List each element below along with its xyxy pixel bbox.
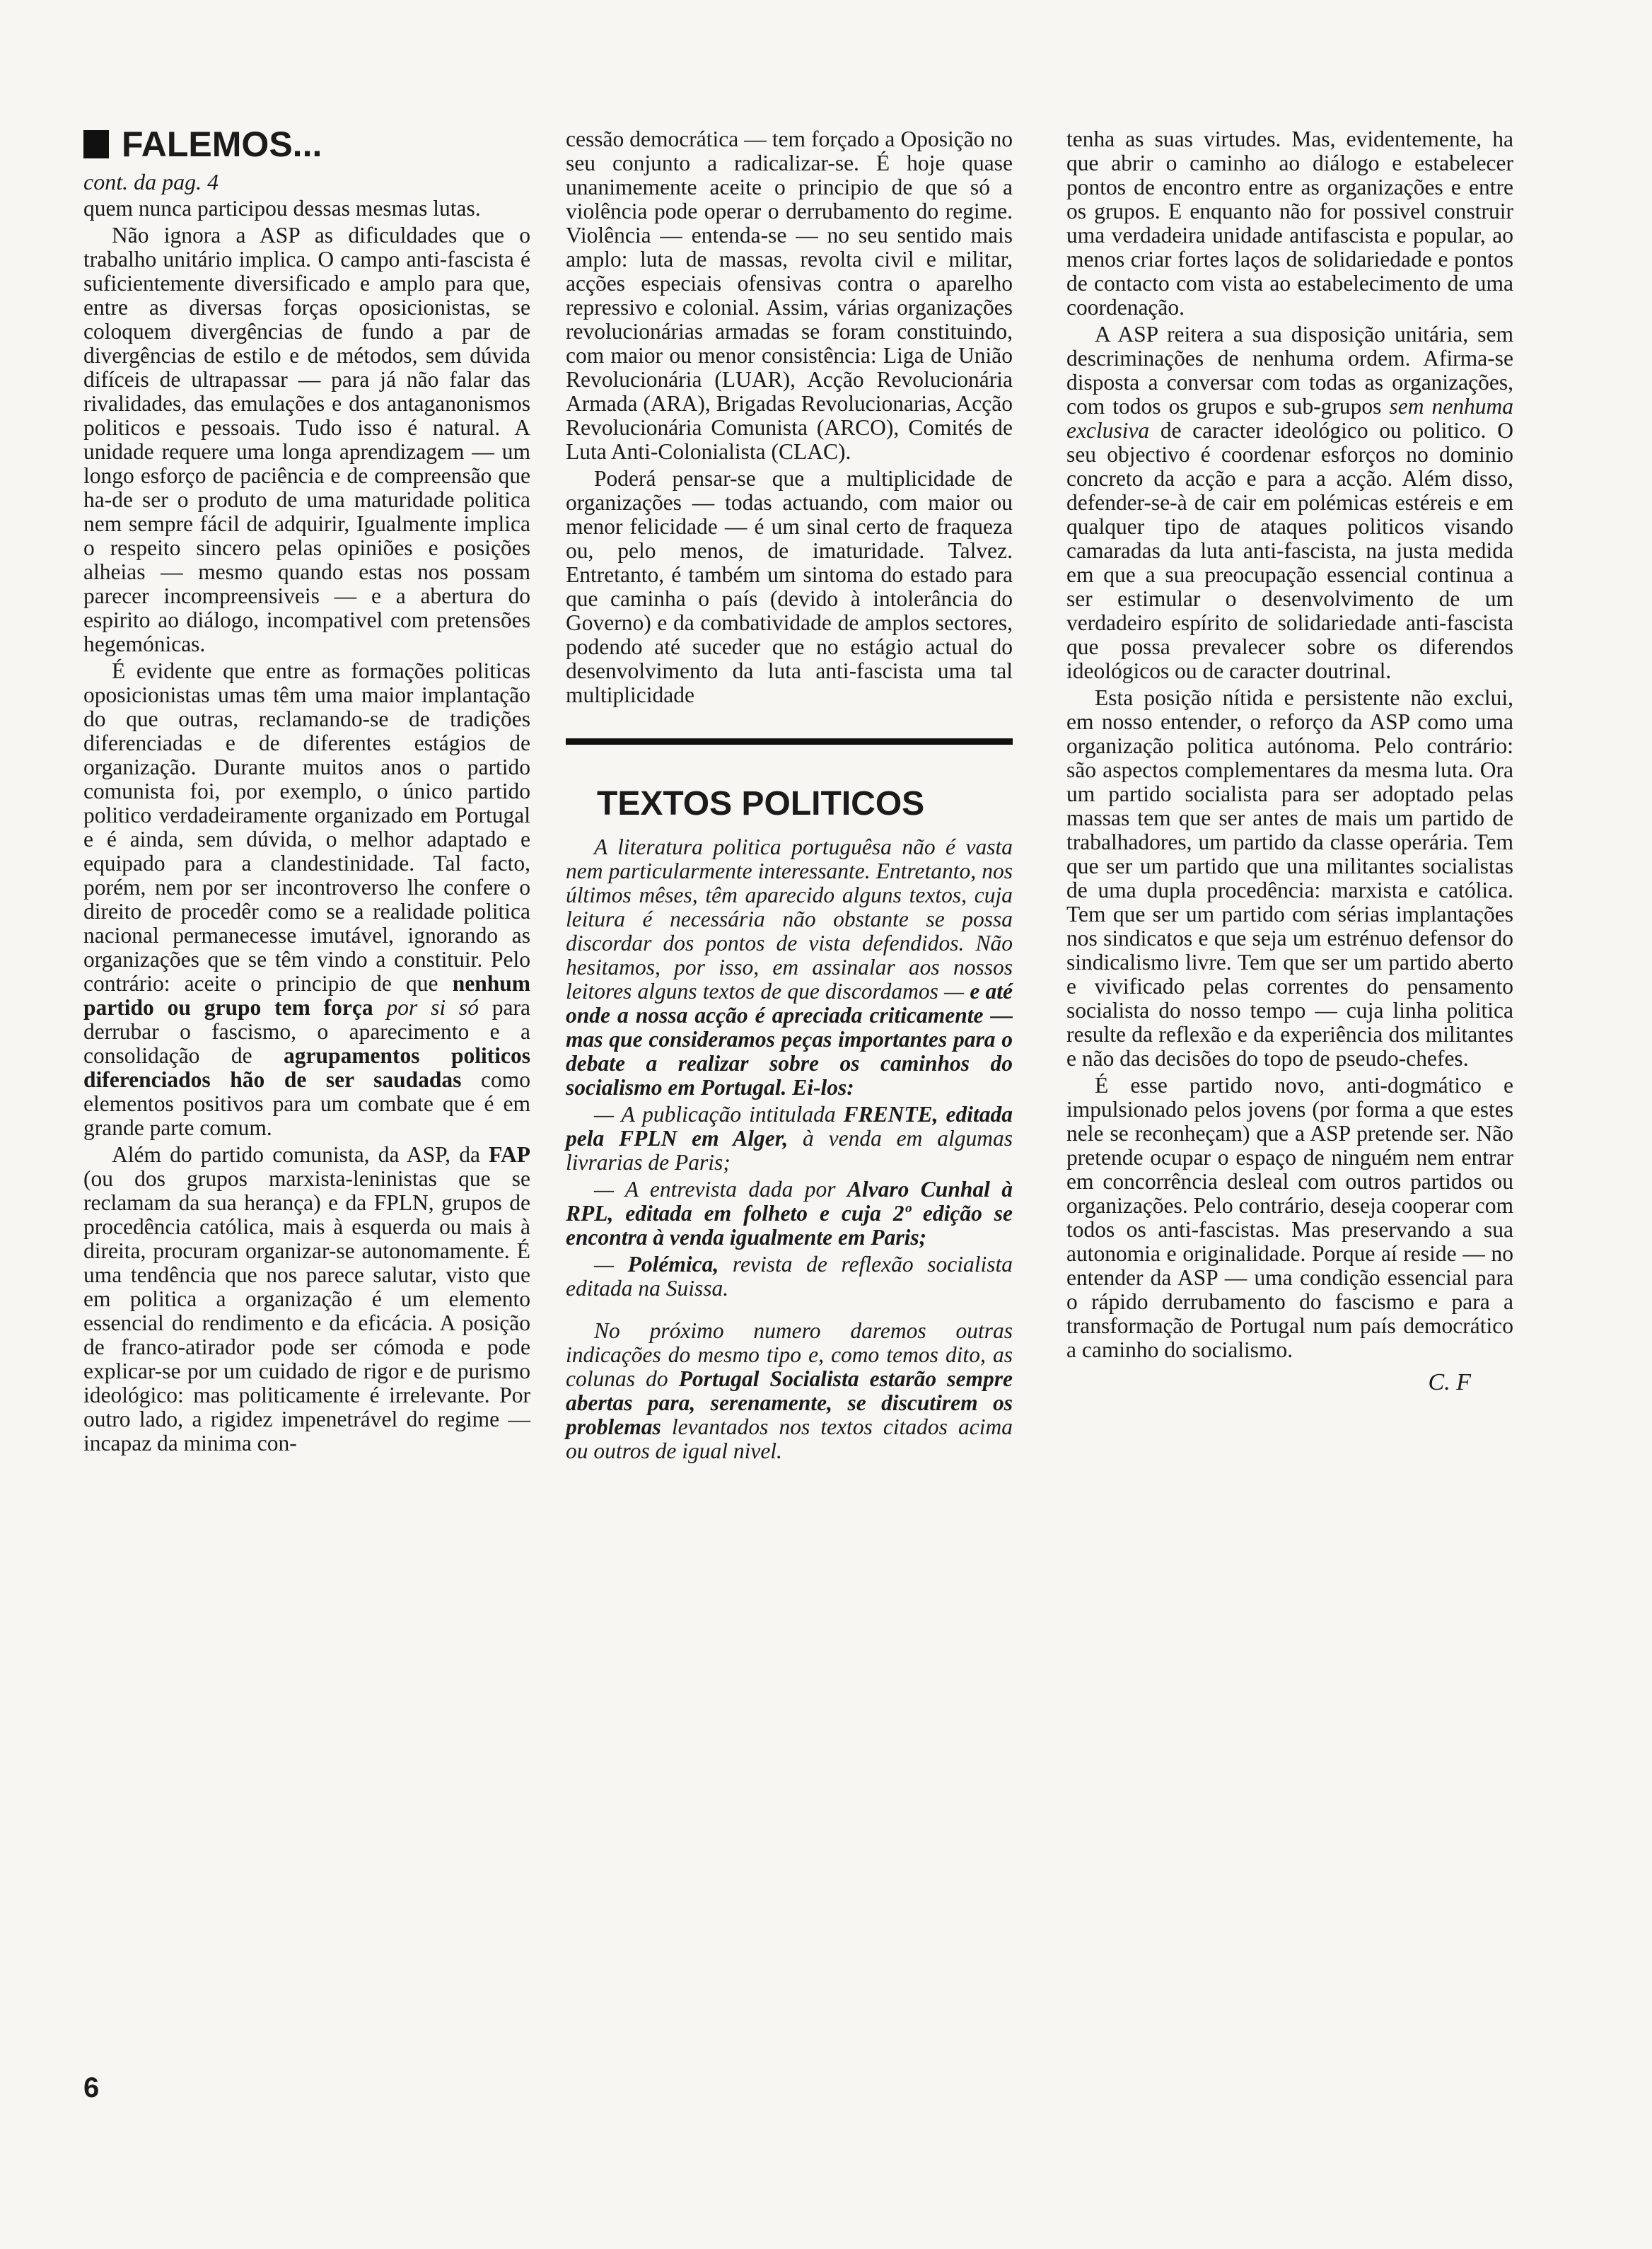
heading-text: FALEMOS... (122, 124, 322, 164)
list-item: — A entrevista dada por Alvaro Cunhal à RPL, editada em folheto e cuja 2º edição se encontra à venda igualmente em Paris; (566, 1177, 1013, 1250)
page-number: 6 (83, 2072, 100, 2103)
column-1 (83, 124, 530, 1458)
section-divider (566, 738, 1013, 745)
paragraph: A literatura politica portuguêsa não é vasta nem particularmente interessante. Entretanto, nos últimos mêses, têm aparecido alguns textos, cuja leitura é necessária não obstante se possa discordar dos pontos de vista defendidos. Não hesitamos, por isso, em assinalar aos nossos leitores alguns textos de que discordamos — e até onde a nossa acção é apreciada criticamente — mas que consideramos peças importantes para o debate a realizar sobre os caminhos do socialismo em Portugal. Ei-los: (566, 835, 1013, 1100)
column-2 (566, 127, 1013, 1466)
paragraph: Não ignora a ASP as dificuldades que o trabalho unitário implica. O campo anti-fascista é suficientemente diversificado e amplo para que, entre as diversas forças oposicionistas, se coloquem divergências de fundo a par de divergências de estilo e de métodos, sem dúvida difíceis de ultrapassar — para já não falar das rivalidades, das emulações e dos antaganonismos politicos e pessoais. Tudo isso é natural. A unidade requere uma longa aprendizagem — um longo esforço de paciência e de compreensão que ha-de ser o produto de uma maturidade politica nem sempre fácil de adquirir, Igualmente implica o respeito sincero pelas opiniões e posições alheias — mesmo quando estas nos possam parecer incompreensiveis — e a abertura do espirito ao diálogo, incompativel com pretensões hegemónicas. (83, 223, 530, 656)
paragraph: É esse partido novo, anti-dogmático e impulsionado pelos jovens (por forma a que estes nele se reconheçam) que a ASP pretende ser. Não pretende ocupar o espaço de ninguém nem entrar em concorrência desleal com outros partidos ou organizações. Pelo contrário, deseja cooperar com todos os anti-fascistas. Mas preservando a sua autonomia e originalidade. Porque aí reside — no entender da ASP — uma condição essencial para o rápido derrubamento do fascismo e para a transformação de Portugal num país democrático a caminho do socialismo. (1066, 1073, 1513, 1362)
paragraph: tenha as suas virtudes. Mas, evidentemente, ha que abrir o caminho ao diálogo e estabelecer pontos de encontro entre as organizações e entre os grupos. E enquanto não for possivel construir uma verdadeira unidade antifascista e popular, ao menos criar fortes laços de solidariedade e pontos de contacto com vista ao estabelecimento de uma coordenação. (1066, 127, 1513, 320)
textos-politicos-section (566, 835, 1013, 1463)
black-square-icon (83, 130, 109, 158)
list-item: — Polémica, revista de reflexão socialista editada na Suissa. (566, 1252, 1013, 1301)
paragraph: cessão democrática — tem forçado a Oposição no seu conjunto a radicalizar-se. É hoje quase unanimemente aceite o principio de que só a violência pode operar o derrubamento do regime. Violência — entenda-se — no seu sentido mais amplo: luta de massas, revolta civil e militar, acções especiais ofensivas contra o aparelho repressivo e colonial. Assim, várias organizações revolucionárias armadas se foram constituindo, com maior ou menor consistência: Liga de União Revolucionária (LUAR), Acção Revolucionária Armada (ARA), Brigadas Revolucionarias, Acção Revolucionária Comunista (ARCO), Comités de Luta Anti-Colonialista (CLAC). (566, 127, 1013, 464)
list-item: — A publicação intitulada FRENTE, editada pela FPLN em Alger, à venda em algumas livrarias de Paris; (566, 1102, 1013, 1175)
paragraph: Esta posição nítida e persistente não exclui, em nosso entender, o reforço da ASP como uma organização politica autónoma. Pelo contrário: são aspectos complementares da mesma luta. Ora um partido socialista para ser adoptado pelas massas tem que ser antes de mais um partido de trabalhadores, um partido da classe operária. Tem que ser um partido que una militantes socialistas de uma dupla procedência: marxista e católica. Tem que ser um partido com sérias implantações nos sindicatos e que seja um estrénuo defensor do sindicalismo livre. Tem que ser um partido aberto e vivificado pelas correntes do pensamento socialista do nosso tempo — cuja linha politica resulte da reflexão e da experiência dos militantes e não das decisões do topo de pseudo-chefes. (1066, 685, 1513, 1071)
paragraph: No próximo numero daremos outras indicações do mesmo tipo e, como temos dito, as colunas do Portugal Socialista estarão sempre abertas para, serenamente, se discutirem os problemas levantados nos textos citados acima ou outros de igual nivel. (566, 1318, 1013, 1463)
paragraph: quem nunca participou dessas mesmas lutas. (83, 196, 481, 221)
paragraph: É evidente que entre as formações politicas oposicionistas umas têm uma maior implantação do que outras, reclamando-se de tradições diferenciadas e de diferentes estágios de organização. Durante muitos anos o partido comunista foi, por exemplo, o único partido politico verdadeiramente organizado em Portugal e é ainda, sem dúvida, o melhor adaptado e equipado para a clandestinidade. Tal facto, porém, nem por ser incontroverso lhe confere o direito de procedêr como se a realidade politica nacional permanecesse imutável, ignorando as organizações que se têm vindo a constituir. Pelo contrário: aceite o principio de que nenhum partido ou grupo tem força por si só para derrubar o fascismo, o aparecimento e a consolidação de agrupamentos politicos diferenciados hão de ser saudadas como elementos positivos para um combate que é em grande parte comum. (83, 658, 531, 1140)
author-signature: C. F (1428, 1369, 1471, 1395)
continuation-note: cont. da pag. 4 (83, 169, 219, 194)
paragraph: Poderá pensar-se que a multiplicidade de organizações — todas actuando, com maior ou menor felicidade — é um sinal certo de fraqueza ou, pelo menos, de imaturidade. Talvez. Entretanto, é também um sintoma do estado para que caminha o país (devido à intolerância do Governo) e da combatividade de amplos sectores, podendo até suceder que no estágio actual do desenvolvimento da luta anti-fascista uma tal multiplicidade (566, 466, 1013, 707)
paragraph: Além do partido comunista, da ASP, da FAP (ou dos grupos marxista-leninistas que se reclamam da sua herança) e da FPLN, grupos de procedência católica, mais à esquerda ou mais à direita, procuram organizar-se autonomamente. É uma tendência que nos parece salutar, visto que em politica a organização é um elemento essencial do rendimento e da eficácia. A posição de franco-atirador pode ser cómoda e pode explicar-se por um cuidado de rigor e de purismo ideológico: mas politicamente é irrelevante. Por outro lado, a rigidez impenetrável do regime — incapaz da minima con- (83, 1142, 530, 1455)
section-title: TEXTOS POLITICOS (597, 785, 925, 823)
paragraph: A ASP reitera a sua disposição unitária, sem descriminações de nenhuma ordem. Afirma-se disposta a conversar com todas as organizações, com todos os grupos e sub-grupos sem nenhuma exclusiva de caracter ideológico ou politico. O seu objectivo é coordenar esforços no dominio concreto da acção e para a acção. Além disso, defender-se-à de cair em polémicas estéreis e em qualquer tipo de ataques politicos visando camaradas da luta anti-fascista, na justa medida em que a sua preocupação essencial continua a ser estimular o desenvolvimento de um verdadeiro espírito de solidariedade anti-fascista que possa prevalecer sobre os diferendos ideológicos ou de caracter doutrinal. (1066, 322, 1513, 683)
column-3 (1066, 127, 1513, 1395)
article-heading (83, 124, 530, 164)
